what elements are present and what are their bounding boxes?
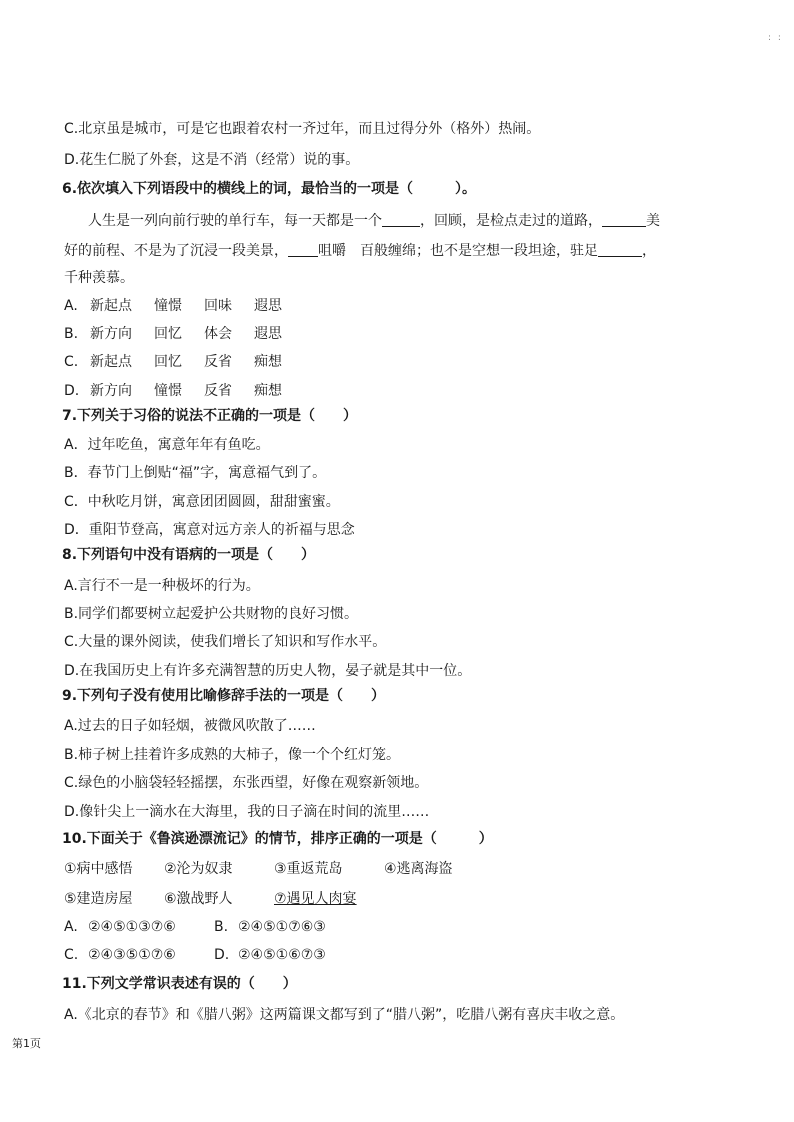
q9-option-c: C.绿色的小脑袋轻轻摇摆，东张西望，好像在观察新领地。 xyxy=(64,775,429,791)
q10-item: ①病中感悟 xyxy=(64,861,133,877)
q8-option-d: D.在我国历史上有许多充满智慧的历史人物，晏子就是其中一位。 xyxy=(64,663,472,679)
q6-blank-2 xyxy=(602,212,646,227)
q6-option-d-label: D. xyxy=(64,383,80,399)
q10-items-row2 xyxy=(64,889,357,909)
q9-option-b: B.柿子树上挂着许多成熟的大柿子，像一个个红灯笼。 xyxy=(64,747,401,763)
q6-stem: 6.依次填入下列语段中的横线上的词，最恰当的一项是（ ）。 xyxy=(62,181,477,197)
q6-option-word: 憧憬 xyxy=(154,383,182,399)
q7-option-c: C．中秋吃月饼，寓意团团圆圆，甜甜蜜蜜。 xyxy=(64,494,340,510)
q10-option-b-value: ②④⑤①⑦⑥③ xyxy=(238,919,326,935)
q10-item: ⑤建造房屋 xyxy=(64,891,133,907)
q6-option-word: 遐思 xyxy=(254,298,282,314)
q6-option-word: 回忆 xyxy=(154,326,182,342)
q6-blank-4 xyxy=(598,242,642,257)
q6-paragraph-line3: 千种羡慕。 xyxy=(64,270,134,286)
q6-option-word: 回味 xyxy=(204,298,232,314)
q6-option-word: 痴想 xyxy=(254,383,282,399)
q6-para1-c: 美 xyxy=(646,213,660,229)
q6-option-c-label: C. xyxy=(64,354,79,370)
q6-option-word: 体会 xyxy=(204,326,232,342)
q10-item: ⑦遇见人肉宴 xyxy=(274,891,357,907)
q10-items-row1 xyxy=(64,859,453,879)
q6-option-word: 反省 xyxy=(204,383,232,399)
q7-option-a: A．过年吃鱼，寓意年年有鱼吃。 xyxy=(64,437,270,453)
q10-item: ②沦为奴隶 xyxy=(164,861,233,877)
q6-option-b-label: B. xyxy=(64,326,79,342)
q10-option-d-label: D. xyxy=(214,947,230,963)
q10-option-b-label: B. xyxy=(214,919,229,935)
q6-option-word: 憧憬 xyxy=(154,298,182,314)
q6-para2-c: ， xyxy=(642,243,656,259)
q9-stem: 9.下列句子没有使用比喻修辞手法的一项是（ ） xyxy=(62,688,386,704)
q8-option-c: C.大量的课外阅读，使我们增长了知识和写作水平。 xyxy=(64,634,387,650)
q10-item: ④逃离海盗 xyxy=(384,861,453,877)
q6-option-word: 遐思 xyxy=(254,326,282,342)
q9-option-d: D.像针尖上一滴水在大海里，我的日子滴在时间的流里…… xyxy=(64,804,430,820)
q10-item: ⑥激战野人 xyxy=(164,891,233,907)
q5-option-c: C.北京虽是城市，可是它也跟着农村一齐过年，而且过得分外（格外）热闹。 xyxy=(64,121,541,137)
q10-option-d-value: ②④⑤①⑥⑦③ xyxy=(238,947,326,963)
q6-option-d xyxy=(64,381,304,401)
q6-paragraph-line2 xyxy=(64,241,656,261)
q6-option-word: 回忆 xyxy=(154,354,182,370)
q8-option-a: A.言行不一是一种极坏的行为。 xyxy=(64,578,260,594)
q6-option-word: 新方向 xyxy=(90,383,132,399)
q6-option-c xyxy=(64,352,304,372)
q6-para1-a: 人生是一列向前行驶的单行车，每一天都是一个 xyxy=(88,213,382,229)
page-number: 第1页 xyxy=(12,1037,41,1050)
q11-option-a: A.《北京的春节》和《腊八粥》这两篇课文都写到了“腊八粥”，吃腊八粥有喜庆丰收之意。 xyxy=(64,1007,625,1023)
q7-option-d: D．重阳节登高，寓意对远方亲人的祈福与思念 xyxy=(64,522,355,538)
q10-option-c-label: C. xyxy=(64,947,79,963)
q6-option-word: 新起点 xyxy=(90,298,132,314)
q6-blank-3 xyxy=(288,242,318,257)
q10-option-a-value: ②④⑤①③⑦⑥ xyxy=(88,919,176,935)
q6-para2-a: 好的前程、不是为了沉浸一段美景， xyxy=(64,243,288,259)
q6-option-word: 新起点 xyxy=(90,354,132,370)
q6-option-word: 痴想 xyxy=(254,354,282,370)
q6-para2-b: 咀嚼 百般缠绵；也不是空想一段坦途，驻足 xyxy=(318,243,598,259)
q6-option-a xyxy=(64,296,304,316)
q10-options-row2 xyxy=(64,945,326,965)
q10-options-row1 xyxy=(64,917,326,937)
q6-paragraph-line1 xyxy=(88,211,660,231)
q8-stem: 8.下列语句中没有语病的一项是（ ） xyxy=(62,547,316,563)
q6-blank-1 xyxy=(382,212,420,227)
q9-option-a: A.过去的日子如轻烟，被微风吹散了…… xyxy=(64,718,316,734)
q10-option-c-value: ②④③⑤①⑦⑥ xyxy=(88,947,176,963)
q10-stem: 10.下面关于《鲁滨逊漂流记》的情节，排序正确的一项是（ ） xyxy=(62,831,493,847)
q5-option-d: D.花生仁脱了外套，这是不消（经常）说的事。 xyxy=(64,152,360,168)
q6-option-word: 新方向 xyxy=(90,326,132,342)
q7-option-b: B．春节门上倒贴“福”字，寓意福气到了。 xyxy=(64,465,327,481)
q8-option-b: B.同学们都要树立起爱护公共财物的良好习惯。 xyxy=(64,606,359,622)
q11-stem: 11.下列文学常识表述有误的（ ） xyxy=(62,976,297,992)
q10-option-a-label: A. xyxy=(64,919,78,935)
corner-mark: : : xyxy=(768,33,783,43)
q6-option-b xyxy=(64,324,304,344)
q6-option-word: 反省 xyxy=(204,354,232,370)
q7-stem: 7.下列关于习俗的说法不正确的一项是（ ） xyxy=(62,408,358,424)
q6-para1-b: ，回顾，是检点走过的道路， xyxy=(420,213,602,229)
q10-item: ③重返荒岛 xyxy=(274,861,343,877)
q6-option-a-label: A. xyxy=(64,298,78,314)
